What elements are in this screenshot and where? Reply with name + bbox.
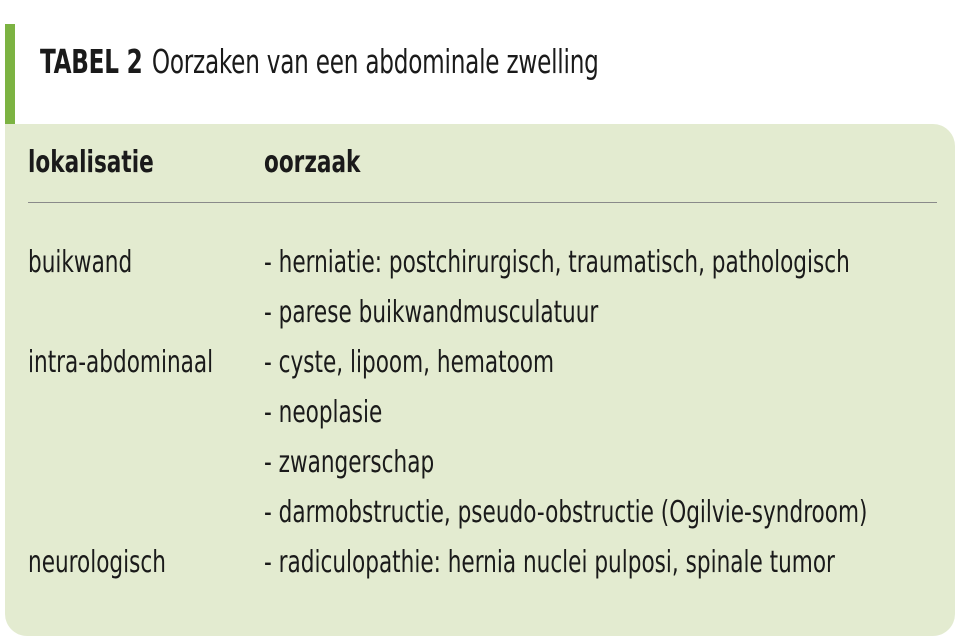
accent-bar — [5, 24, 15, 124]
header-oorzaak: oorzaak — [264, 145, 361, 180]
cause-cell: - radiculopathie: hernia nuclei pulposi, spinale tumor — [264, 545, 835, 580]
location-cell: intra-abdominaal — [28, 345, 214, 380]
cause-cell: - parese buikwandmusculatuur — [264, 295, 599, 330]
location-cell: neurologisch — [28, 545, 166, 580]
cause-cell: - neoplasie — [264, 395, 383, 430]
cause-cell: - herniatie: postchirurgisch, traumatisch, pathologisch — [264, 245, 850, 280]
cause-cell: - zwangerschap — [264, 445, 435, 480]
table-label: TABEL 2 — [40, 42, 143, 81]
table-caption: Oorzaken van een abdominale zwelling — [151, 42, 599, 81]
header-lokalisatie: lokalisatie — [28, 145, 154, 180]
location-cell: buikwand — [28, 245, 133, 280]
header-divider — [28, 202, 937, 203]
table-title — [40, 40, 599, 84]
cause-cell: - cyste, lipoom, hematoom — [264, 345, 555, 380]
cause-cell: - darmobstructie, pseudo-obstructie (Ogilvie-syndroom) — [264, 495, 868, 530]
